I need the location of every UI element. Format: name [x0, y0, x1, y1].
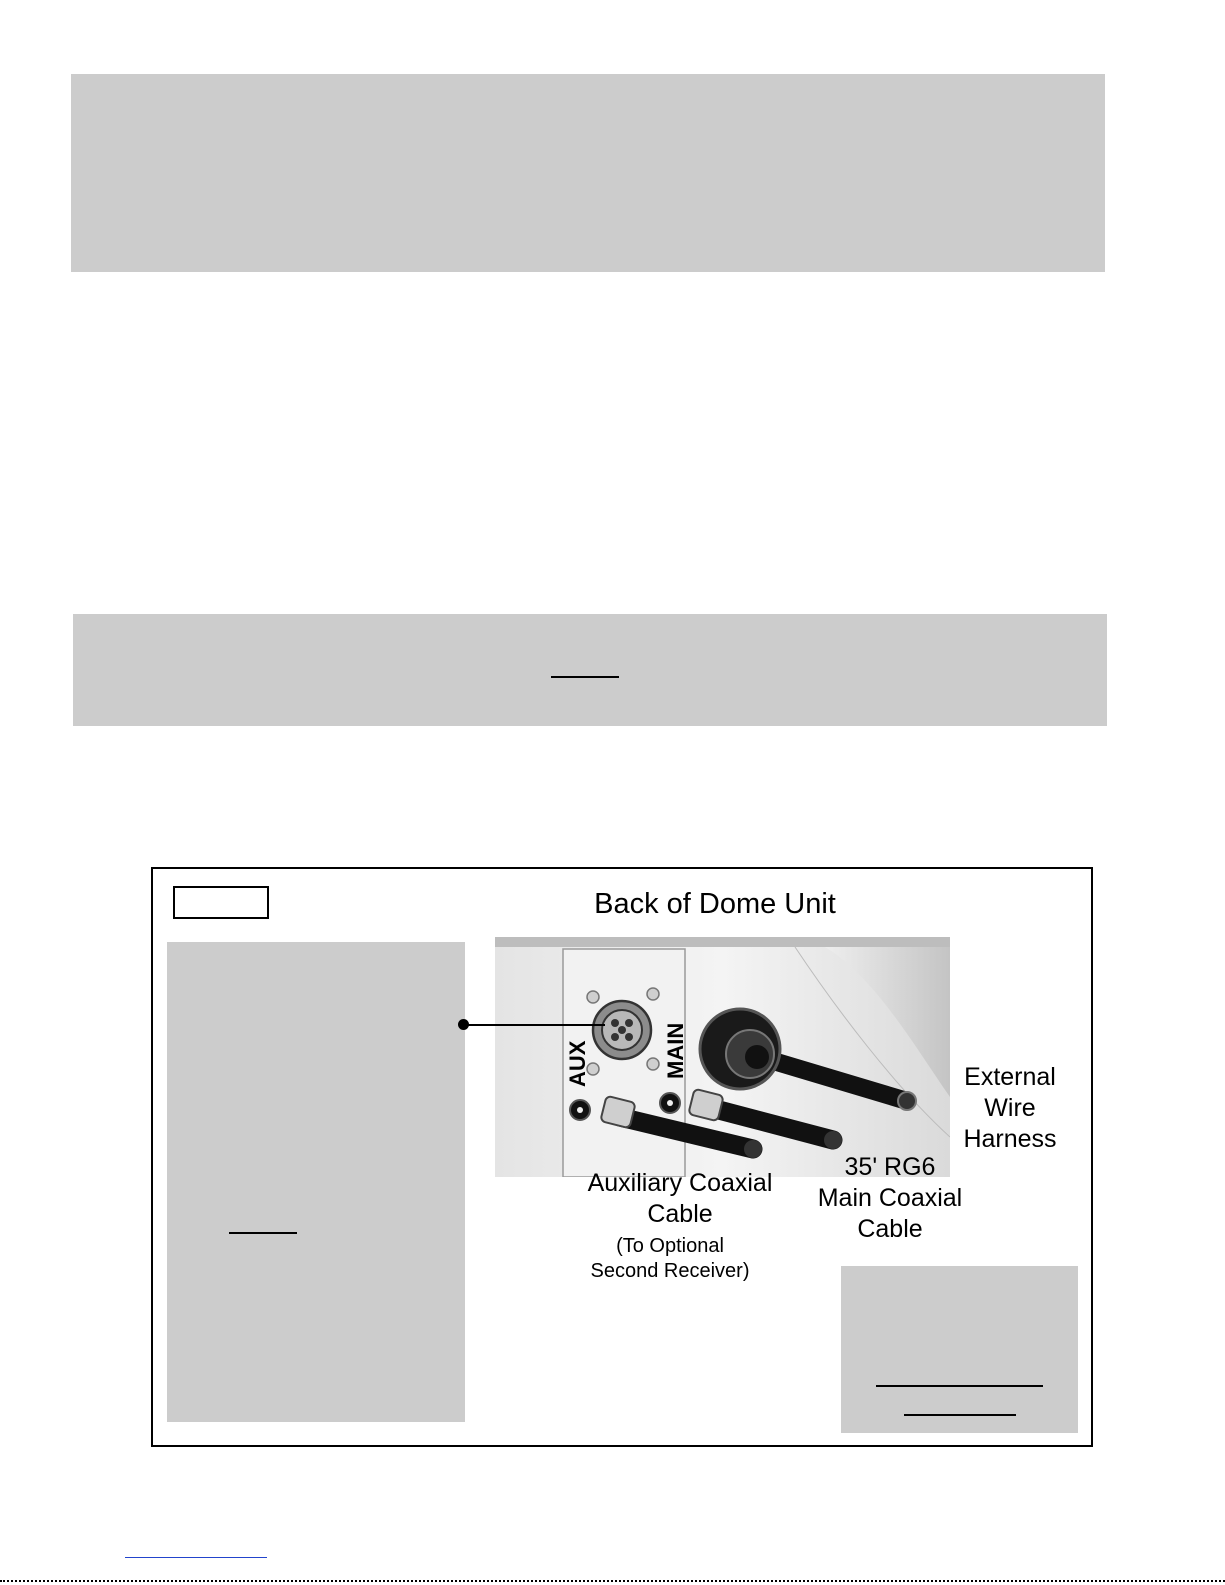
- side-panel-underline: [229, 1232, 297, 1234]
- dome-top-rim: [495, 937, 950, 947]
- figure-title: Back of Dome Unit: [594, 888, 836, 920]
- footer-link-underline: [125, 1557, 267, 1558]
- screw-top-right: [647, 988, 659, 1000]
- aux-cable-note-line: Second Receiver): [590, 1260, 750, 1282]
- harness-callout-line: Wire: [984, 1094, 1036, 1122]
- dome-back-illustration: [495, 937, 950, 1177]
- middle-underline: [551, 676, 619, 678]
- screw-bottom-right: [647, 1058, 659, 1070]
- main-cable-end: [824, 1131, 842, 1149]
- aux-cable-callout-line: Auxiliary Coaxial: [587, 1169, 773, 1197]
- side-info-panel: [167, 942, 465, 1422]
- harness-gland-core: [745, 1045, 769, 1069]
- aux-cable-note: [560, 1234, 780, 1284]
- connector-pin: [618, 1026, 626, 1034]
- main-cable-callout-line: 35' RG6: [844, 1153, 936, 1181]
- main-cable-callout: [800, 1152, 980, 1245]
- callout-leader-line: [463, 1024, 605, 1026]
- middle-info-box: [73, 614, 1107, 726]
- note-box: [841, 1266, 1078, 1433]
- top-info-box: [71, 74, 1105, 272]
- screw-top-left: [587, 991, 599, 1003]
- connector-pin: [611, 1033, 619, 1041]
- harness-callout-line: Harness: [963, 1125, 1057, 1153]
- connector-pin: [625, 1019, 633, 1027]
- harness-callout-line: External: [964, 1063, 1056, 1091]
- callout-leader-dot: [458, 1019, 469, 1030]
- footer-dotted-rule: [0, 1580, 1225, 1582]
- aux-port-label: AUX: [565, 1040, 590, 1087]
- figure-tag-box: [173, 886, 269, 919]
- harness-cable-end: [898, 1092, 916, 1110]
- main-port-label: MAIN: [663, 1022, 688, 1079]
- aux-cable-end: [744, 1140, 762, 1158]
- main-cable-callout-line: Main Coaxial: [817, 1184, 963, 1212]
- aux-cable-callout-line: Cable: [647, 1200, 713, 1228]
- main-cable-callout-line: Cable: [857, 1215, 923, 1243]
- connector-pin: [611, 1019, 619, 1027]
- note-underline-1: [876, 1385, 1043, 1387]
- note-underline-2: [904, 1414, 1016, 1416]
- harness-callout: [945, 1062, 1075, 1155]
- aux-cable-callout: [560, 1168, 800, 1230]
- aux-coax-port-center: [577, 1107, 583, 1113]
- main-coax-port-center: [667, 1100, 673, 1106]
- aux-cable-note-line: (To Optional: [616, 1235, 724, 1257]
- connector-pin: [625, 1033, 633, 1041]
